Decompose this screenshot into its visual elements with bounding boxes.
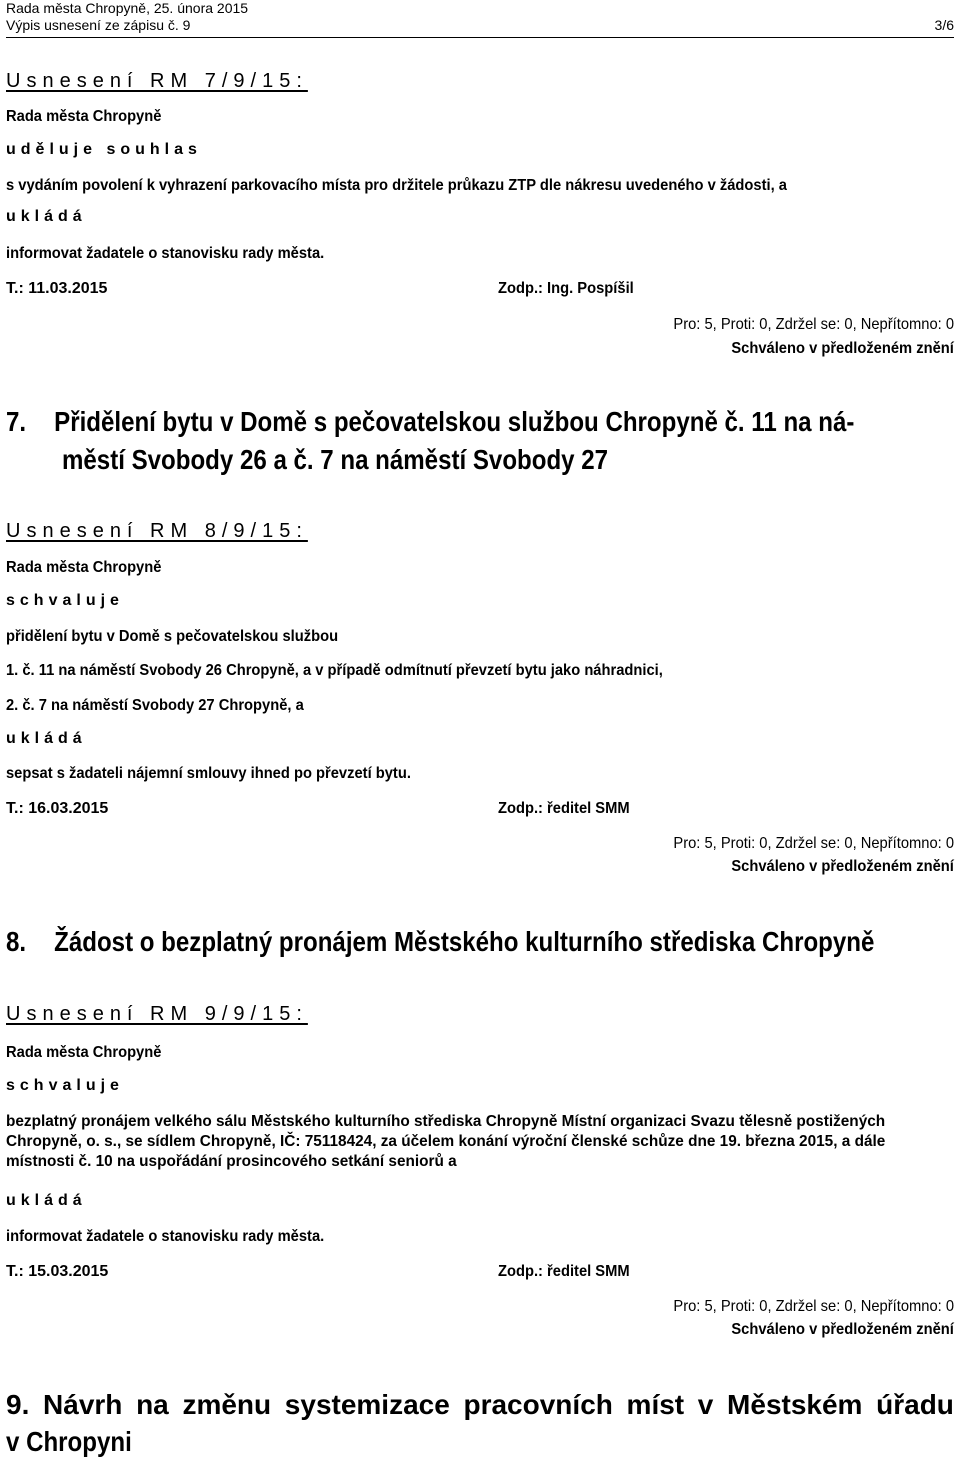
responsible-person: Zodp.: ředitel SMM [498, 1263, 630, 1280]
vote-result: Pro: 5, Proti: 0, Zdržel se: 0, Nepřítomno: 0 [673, 835, 954, 852]
section-title-9 [6, 1386, 954, 1424]
deadline: T.: 11.03.2015 [6, 280, 108, 297]
section-title-7-cont: městí Svobody 26 a č. 7 na náměstí Svobody 27 [62, 444, 609, 475]
page-number: 3/6 [934, 17, 954, 33]
section-title-word: Návrh [43, 1389, 123, 1420]
approval-status: Schváleno v předloženém znění [731, 858, 954, 875]
header-council-date: Rada města Chropyně, 25. února 2015 [6, 0, 249, 16]
section-title-8 [6, 923, 875, 961]
council-name: Rada města Chropyně [6, 1044, 162, 1061]
resolution-text: informovat žadatele o stanovisku rady města. [6, 1228, 325, 1245]
list-item: 1. č. 11 na náměstí Svobody 26 Chropyně, a v případě odmítnutí převzetí bytu jako náhradnici, [6, 662, 663, 679]
deadline: T.: 16.03.2015 [6, 800, 109, 817]
vote-result: Pro: 5, Proti: 0, Zdržel se: 0, Nepřítomno: 0 [673, 1298, 954, 1315]
page-header [6, 0, 954, 34]
section-title-word: úřadu [876, 1389, 954, 1420]
verb-approves: schvaluje [6, 592, 124, 609]
section-title-9-cont: v Chropyni [6, 1426, 132, 1457]
resolution-heading-7: Usnesení RM 7/9/15: [6, 70, 308, 92]
resolution-text: bezplatný pronájem velkého sálu Městského kulturního střediska Chropyně Místní organizaci Svazu tělesně postižených Chropyně, o. s., se sídlem Chropyně, IČ: 75118424, za účelem konání výroční členské schůze dne 19. března 2015, a dále místnosti č. 10 na uspořádání prosincového setkání seniorů a [6, 1113, 886, 1170]
verb-instructs: ukládá [6, 730, 87, 747]
section-title-word: pracovních [463, 1389, 613, 1420]
verb-instructs: ukládá [6, 208, 87, 225]
vote-result: Pro: 5, Proti: 0, Zdržel se: 0, Nepřítomno: 0 [673, 316, 954, 333]
section-title-line: Přidělení bytu v Domě s pečovatelskou službou Chropyně č. 11 na ná- [54, 406, 855, 437]
resolution-heading-9: Usnesení RM 9/9/15: [6, 1003, 308, 1025]
resolution-text: přidělení bytu v Domě s pečovatelskou službou [6, 628, 339, 645]
section-title-word: míst [626, 1389, 685, 1420]
council-name: Rada města Chropyně [6, 559, 162, 576]
section-number: 8. [6, 926, 27, 957]
section-number: 7. [6, 406, 27, 437]
responsible-person: Zodp.: Ing. Pospíšil [498, 280, 634, 297]
section-title-word: systemizace [284, 1389, 450, 1420]
approval-status: Schváleno v předloženém znění [731, 340, 954, 357]
section-title-word: změnu [182, 1389, 272, 1420]
verb-grants-consent: uděluje souhlas [6, 141, 202, 158]
section-title-word: Městském [727, 1389, 863, 1420]
section-title-word: na [136, 1389, 169, 1420]
resolution-heading-8: Usnesení RM 8/9/15: [6, 520, 308, 542]
section-title-7 [6, 403, 855, 441]
council-name: Rada města Chropyně [6, 108, 162, 125]
responsible-person: Zodp.: ředitel SMM [498, 800, 630, 817]
resolution-text: informovat žadatele o stanovisku rady města. [6, 245, 325, 262]
resolution-text: sepsat s žadateli nájemní smlouvy ihned po převzetí bytu. [6, 765, 411, 782]
section-number: 9. [6, 1389, 30, 1420]
header-minutes-extract: Výpis usnesení ze zápisu č. 9 [6, 17, 191, 33]
verb-approves: schvaluje [6, 1077, 124, 1094]
section-title-word: v [697, 1389, 714, 1420]
header-rule [6, 37, 954, 38]
approval-status: Schváleno v předloženém znění [731, 1321, 954, 1338]
list-item: 2. č. 7 na náměstí Svobody 27 Chropyně, a [6, 697, 304, 714]
section-title-line: Žádost o bezplatný pronájem Městského kulturního střediska Chropyně [54, 926, 875, 957]
deadline: T.: 15.03.2015 [6, 1263, 109, 1280]
verb-instructs: ukládá [6, 1192, 87, 1209]
resolution-text: s vydáním povolení k vyhrazení parkovacího místa pro držitele průkazu ZTP dle nákresu uvedeného v žádosti, a [6, 177, 787, 194]
